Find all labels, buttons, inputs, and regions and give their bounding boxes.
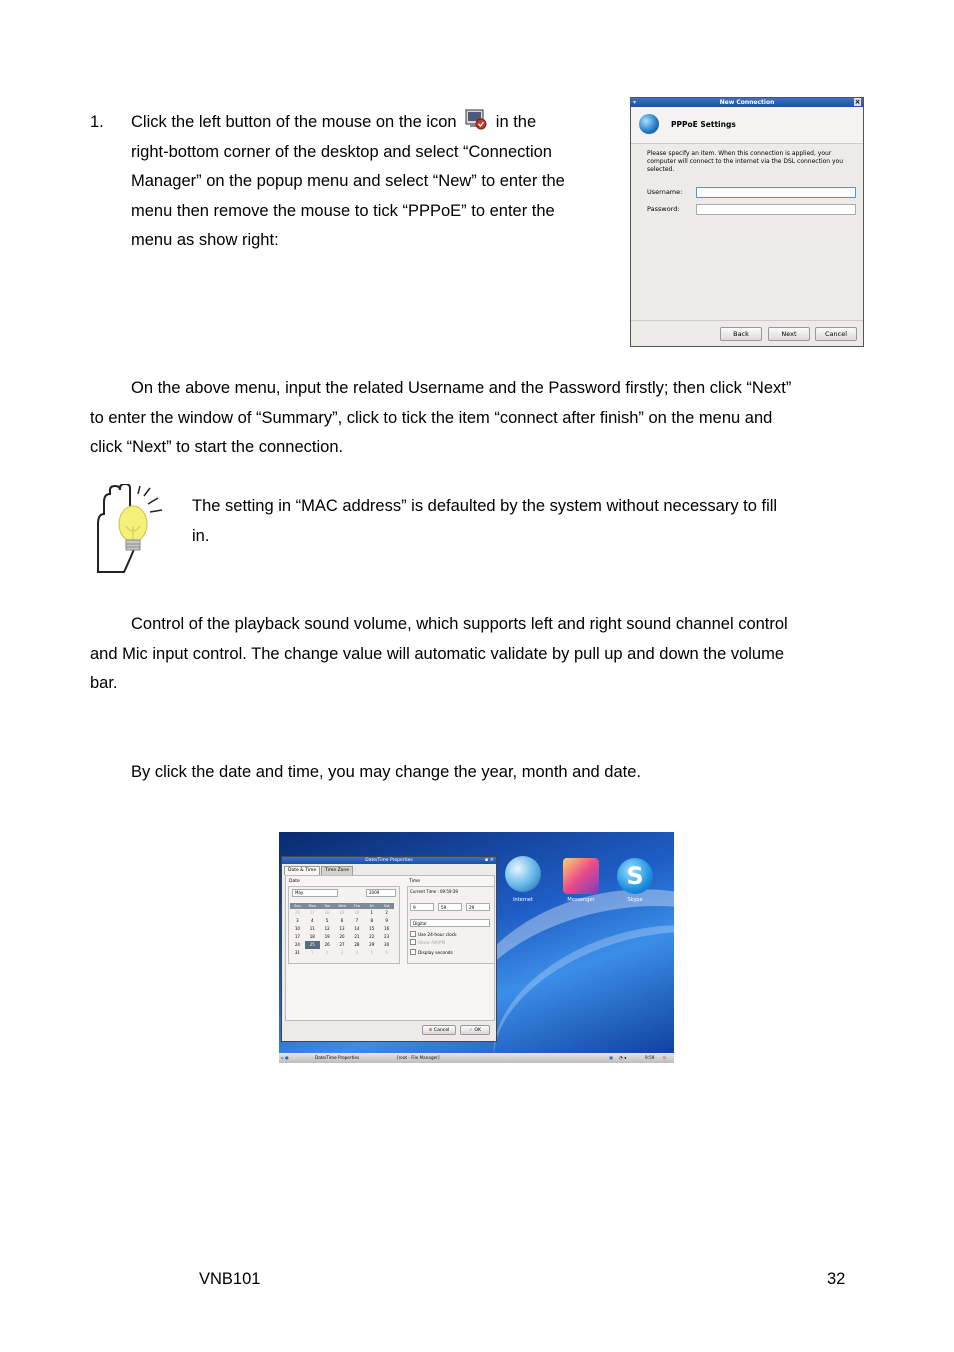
calendar-day[interactable]: 31 (294, 950, 300, 955)
pppoe-settings-dialog (630, 97, 864, 347)
calendar-day[interactable]: 3 (340, 950, 344, 955)
step1-line1 (131, 108, 536, 138)
dialog-title: New Connection (719, 99, 775, 106)
calendar-day[interactable]: 23 (384, 934, 390, 939)
calendar-day[interactable]: 5 (325, 918, 329, 923)
weekday-label: Sun (294, 904, 301, 908)
messenger-icon[interactable] (563, 858, 599, 894)
username-input[interactable] (696, 187, 856, 198)
calendar-week (290, 941, 394, 949)
calendar-day[interactable]: 29 (339, 910, 345, 915)
calendar-week (290, 949, 394, 957)
taskbar-clock: 9:59 (645, 1055, 655, 1060)
calendar-day[interactable]: 27 (309, 910, 315, 915)
year-selector[interactable] (366, 889, 396, 897)
month-selector[interactable] (292, 889, 338, 897)
calendar-day[interactable]: 10 (294, 926, 300, 931)
tip-line2: in. (192, 527, 210, 545)
step1-line4: menu then remove the mouse to tick “PPPoE” to enter the (131, 202, 555, 220)
step-number: 1. (90, 113, 104, 131)
calendar-day[interactable]: 16 (384, 926, 390, 931)
para2-line2: and Mic input control. The change value will automatic validate by pull up and down the volume (90, 645, 785, 663)
taskbar (279, 1053, 674, 1063)
tab-time-zone[interactable]: Time Zone (321, 866, 353, 875)
connection-manager-icon (465, 109, 487, 131)
close-icon[interactable]: ▪ × (484, 857, 494, 863)
weekday-label: Sat (383, 904, 390, 908)
ok-button[interactable] (460, 1025, 490, 1035)
minute-spinner[interactable]: 59 (438, 903, 462, 911)
para1-line3: click “Next” to start the connection. (90, 438, 344, 456)
internet-icon[interactable] (505, 856, 541, 892)
messenger-label: Messenger (567, 897, 595, 903)
calendar-day[interactable]: 20 (339, 934, 345, 939)
calendar-day[interactable]: 28 (324, 910, 330, 915)
next-button[interactable]: Next (768, 327, 810, 341)
para1-line2: to enter the window of “Summary”, click to tick the item “connect after finish” on the menu and (90, 409, 773, 427)
calendar-day[interactable]: 28 (354, 942, 360, 947)
password-input[interactable] (696, 204, 856, 215)
calendar-day[interactable]: 11 (309, 926, 315, 931)
weekday-label: Wed (338, 904, 346, 908)
calendar-body (290, 909, 394, 957)
volume-tray-icon[interactable]: ◔ ◂ (619, 1055, 627, 1060)
skype-icon[interactable]: S (617, 858, 653, 894)
calendar-week (290, 933, 394, 941)
calendar-day[interactable]: 2 (385, 910, 388, 915)
show-ampm-checkbox[interactable]: Show AM/PM (410, 939, 445, 947)
calendar-day[interactable]: 17 (294, 934, 300, 939)
check-icon: ✓ (469, 1028, 473, 1033)
calendar-day[interactable]: 26 (324, 942, 330, 947)
cancel-icon: ⊗ (428, 1028, 433, 1033)
step1-line1-pre: Click the left button of the mouse on the icon (131, 113, 457, 131)
network-tray-icon[interactable]: ▣ (609, 1055, 613, 1060)
calendar-day[interactable]: 8 (370, 918, 373, 923)
current-time: Current Time : 09:59:39 (410, 889, 458, 894)
date-section-title: Date (289, 879, 300, 884)
close-icon[interactable]: × (854, 98, 861, 106)
clock-format-select[interactable]: Digital (410, 919, 490, 927)
datetime-properties-window (281, 856, 497, 1042)
datetime-title: Date/Time Properties (365, 858, 413, 863)
calendar-day[interactable]: 7 (355, 918, 359, 923)
hand-lightbulb-icon (86, 484, 176, 576)
calendar-week (290, 909, 394, 917)
weekday-label: Fri (369, 904, 374, 908)
calendar-day[interactable]: 4 (355, 950, 359, 955)
taskbar-item-datetime[interactable]: Date/Time Properties (315, 1055, 360, 1060)
calendar-day[interactable]: 18 (309, 934, 315, 939)
year-value: 2009 (369, 890, 380, 895)
calendar-day[interactable]: 29 (369, 942, 375, 947)
step1-line1-post: in the (495, 113, 537, 131)
calendar-day[interactable]: 14 (354, 926, 360, 931)
weekday-label: Mon (308, 904, 317, 908)
calendar-day[interactable]: 27 (339, 942, 345, 947)
window-menu-icon[interactable]: ▾ (633, 99, 637, 106)
calendar-day[interactable]: 1 (370, 910, 373, 915)
step1-line5: menu as show right: (131, 231, 279, 249)
calendar-day[interactable]: 12 (324, 926, 330, 931)
back-button[interactable]: Back (720, 327, 762, 341)
calendar-day[interactable]: 24 (294, 942, 300, 947)
calendar (290, 903, 394, 957)
page-number: 32 (827, 1270, 846, 1288)
display-seconds-checkbox[interactable]: Display seconds (410, 949, 453, 957)
footer-model: VNB101 (199, 1270, 261, 1288)
use-24-hour-checkbox[interactable]: Use 24-hour clock (410, 931, 457, 939)
calendar-day[interactable]: 22 (369, 934, 375, 939)
para2-line1: Control of the playback sound volume, which supports left and right sound channel control (131, 615, 788, 633)
dialog-titlebar (631, 98, 863, 107)
tab-bar (284, 866, 354, 874)
calendar-day[interactable]: 21 (354, 934, 360, 939)
dialog-description: Please specify an item. When this connection is applied, your computer will connect to the internet via the DSL connection you selected. (647, 150, 844, 173)
calendar-day[interactable]: 9 (385, 918, 388, 923)
datetime-titlebar (282, 857, 496, 864)
tab-date-time[interactable]: Date & Time (284, 866, 320, 875)
time-section-title: Time (409, 879, 421, 884)
calendar-day[interactable]: 19 (324, 934, 330, 939)
calendar-day[interactable]: 30 (354, 910, 360, 915)
para1-line1: On the above menu, input the related Username and the Password firstly; then click “Next” (131, 379, 792, 397)
calendar-day[interactable]: 25 (305, 941, 320, 949)
dialog-header (631, 107, 863, 144)
dialog-separator (631, 320, 863, 321)
ok-label: OK (474, 1028, 481, 1033)
username-label: Username: (647, 188, 683, 196)
globe-icon (639, 114, 659, 134)
calendar-day[interactable]: 30 (384, 942, 390, 947)
skype-label: Skype (627, 897, 643, 903)
internet-label: Internet (513, 897, 533, 903)
cancel-button[interactable]: Cancel (815, 327, 857, 341)
calendar-day[interactable]: 6 (385, 950, 388, 955)
calendar-day[interactable]: 2 (325, 950, 329, 955)
month-value: May (295, 890, 304, 895)
datetime-screenshot (279, 832, 674, 1063)
tip-line1: The setting in “MAC address” is defaulted by the system without necessary to fill (192, 497, 778, 515)
weekday-label: Tue (324, 904, 331, 908)
password-label: Password: (647, 205, 680, 213)
dialog-heading: PPPoE Settings (671, 120, 736, 129)
step1-line2: right-bottom corner of the desktop and select “Connection (131, 143, 552, 161)
calendar-week (290, 917, 394, 925)
second-spinner[interactable]: 29 (466, 903, 490, 911)
calendar-day[interactable]: 3 (296, 918, 299, 923)
cancel-label: Cancel (433, 1028, 450, 1033)
para3-line1: By click the date and time, you may change the year, month and date. (131, 763, 641, 781)
start-menu-icon[interactable]: ⌂ ● (281, 1055, 289, 1060)
taskbar-item-file-manager[interactable]: [root - File Manager] (397, 1055, 440, 1060)
calendar-day[interactable]: 15 (369, 926, 375, 931)
para2-line3: bar. (90, 674, 118, 692)
hour-spinner[interactable]: 9 (410, 903, 434, 911)
weekday-label: Thu (353, 904, 361, 908)
calendar-day[interactable]: 13 (339, 926, 345, 931)
calendar-day[interactable]: 26 (294, 910, 300, 915)
calendar-day[interactable]: 1 (311, 950, 314, 955)
calendar-week (290, 925, 394, 933)
cancel-button[interactable] (422, 1025, 456, 1035)
calendar-day[interactable]: 5 (370, 950, 373, 955)
step1-line3: Manager” on the popup menu and select “New” to enter the (131, 172, 565, 190)
calendar-day[interactable]: 4 (311, 918, 314, 923)
calendar-day[interactable]: 6 (340, 918, 344, 923)
power-icon[interactable]: ⏻ (663, 1055, 667, 1060)
